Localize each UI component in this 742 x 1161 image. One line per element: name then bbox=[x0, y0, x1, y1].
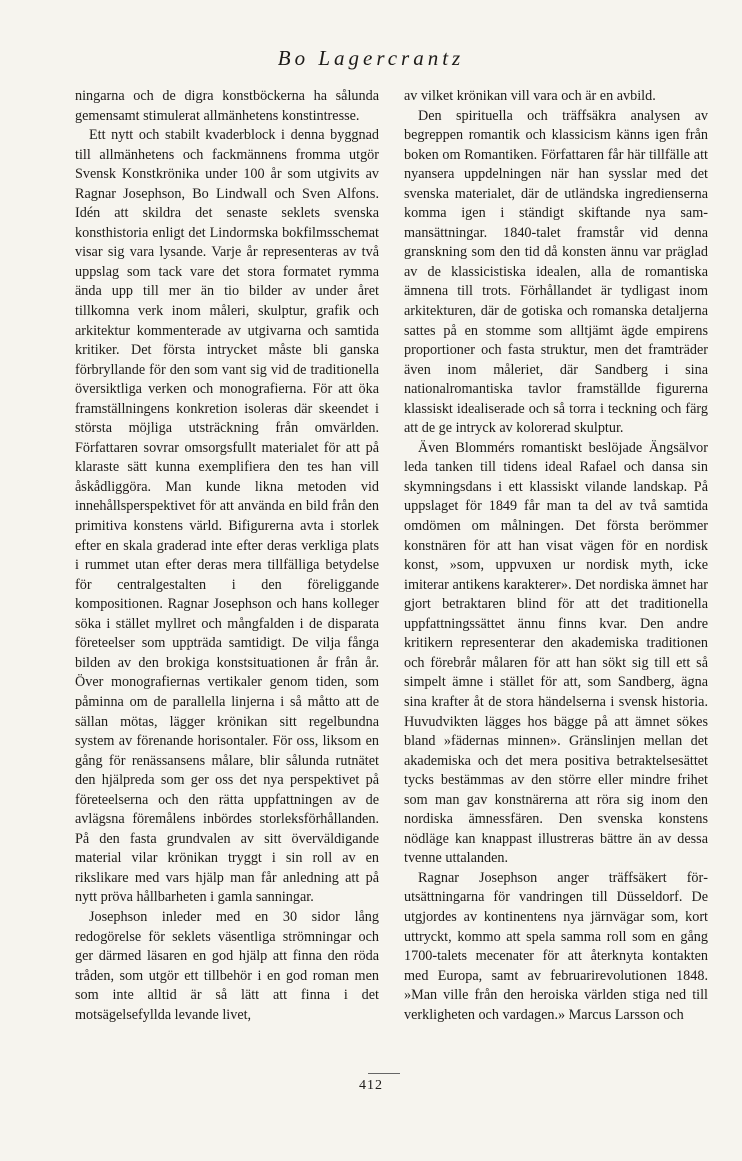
paragraph: Ragnar Josephson anger träffsäkert förutsättningarna för vandringen till Düsseldorf. De utgjordes av kontinentens nya järnvägar som, kort uttryckt, kommo att spela samma roll som en gång 1700-talets mecenater för att återknyta kontakten med Europa, samt av februarirevolutionen 1848. »Man ville från den heroiska världen stiga ned till verkligheten och vardagen.» Marcus Larsson och bbox=[404, 869, 708, 1023]
right-column bbox=[404, 87, 708, 1025]
paragraph: Den spirituella och träffsäkra analysen av begreppen romantik och klassicism känns igen från boken om Romantiken. Författaren får här tillfälle att nyansera uppdelningen när han sysslar med det svenska materialet, där de utländska ingredienserna komma igen i ständigt skiftande nya sammansättningar. 1840-talet framstår vid denna granskning som den tid då konsten ännu var präglad av de klassicistiska idealen, alla de romantiska ämnena till trots. Förhållandet är tydligast inom arkitekturen, där de gotiska och romanska detaljerna sattes på en stomme som alltjämt ägde empirens proportioner och fasta struktur, men det framträder även inom måleriet, där Sandberg i sina nationalromantiska tavlor framställde figurerna klassiskt idealiserade och så torra i teckning och färg att de ge intryck av kolorerad skulptur. bbox=[404, 107, 708, 437]
page-number: 412 bbox=[359, 1078, 383, 1093]
left-column bbox=[75, 87, 379, 1025]
paragraph: Även Blommérs romantiskt beslöjade Ängsälvor leda tanken till tidens ideal Rafael och dansa sin skymningsdans i ett klassiskt vilande landskap. På uppslaget för 1849 får man ta del av två samtida omdömen om målningen. Det första berömmer konstnären för att han visat vägen för en nordisk konst, »som, uppvuxen ur nordisk myth, icke imiterar antikens karakterer». Det nordiska ämnet har gjort betraktaren blind för att det traditionella uppfattningssättet ännu finns kvar. Den andre kritikern representerar den akademiska traditionen och förebrår målaren för att han sökt sig till ett så simpelt ämne i stället för att, som Sandberg, ägna sina krafter åt de stora händelserna i svensk historia. Huvudvikten lägges hos bägge på att ämnet sökes bland »fädernas minnen». Gränslinjen mellan det akademiska och det mera positiva betraktelsesättet tycks bestämmas av den större eller mindre frihet som man gav konstnärerna att röra sig inom den nordiska ämnessfären. Den svenska konstens nödläge kan knappast illustreras bättre än av dessa tvenne uttalanden. bbox=[404, 439, 708, 867]
paragraph: av vilket krönikan vill vara och är en avbild. bbox=[404, 88, 656, 104]
paragraph: Ett nytt och stabilt kvaderblock i denna byggnad till allmänhetens och fackmännens fromma utgör Svensk Konstkrönika under 100 år som utgivits av Ragnar Josephson, Bo Lindwall och Sven Alfons. Idén att skildra det senaste seklets svenska konsthistoria enligt det Lindormska bokfilmsschemat visar sig vara lysande. Varje år representeras av två uppslag som tack vare det stora formatet rymma ända upp till mer än tio bilder av under året tillkomna verk inom måleri, skulptur, grafik och arkitektur kommenterade av utgivarna och samtida kritiker. Det första intrycket måste bli ganska förbryllande för den som vant sig vid de traditionella översiktliga verken och monografierna. För att öka framställningens konkretion isoleras där skeendet i största möjliga utsträckning från omvärlden. Författaren sovrar omsorgsfullt materialet för att på klaraste sätt kunna exemplifiera den tes han vill åskådliggöra. Man kunde likna metoden vid innehållsperspektivet för att använda en bild från den primitiva konstens värld. Bifigurerna avta i storlek efter en skala graderad inte efter deras verkliga plats i rummet utan efter deras mera tillfälliga betydelse för centralgestalten i den föreliggande kompositionen. Ragnar Josephson och hans kolleger söka i stället myllret och mångfalden i de disparata företeelser som uppträda samtidigt. De vilja fånga bilden av den brokiga konstsituationen år från år. Över monografiernas vertikaler genom tiden, som påminna om de parallella linjerna i så måtto att de sällan mötas, lägger krönikan sitt regelbundna system av förenande horisontaler. För oss, liksom en gång för renässansens målare, blir sålunda rutnätet den hjälpreda som ger oss det nya perspektivet på företeelserna och den rätta uppfattningen av de avlägsna föremålens inbördes storleksförhållanden. På den fasta grundvalen av sitt överväldigande material vilar krönikan tryggt i sin roll av en rikslikare med vars hjälp man får anledning att på nytt pröva hållbarheten i gamla sanningar. bbox=[75, 127, 379, 906]
running-head: Bo Lagercrantz bbox=[277, 46, 465, 70]
paragraph: Josephson inleder med en 30 sidor lång redogörelse för seklets väsentliga strömningar och ger därmed läsaren en god hjälp att finna den röda tråden, som utgör ett tillbehör i en god roman men som inte alltid är så lätt att finna i det motsägelsefyllda levande livet, bbox=[75, 908, 379, 1023]
paragraph: ningarna och de digra konstböckerna ha sålunda gemensamt stimulerat allmänhetens konstintresse. bbox=[75, 88, 379, 124]
page-number-rule bbox=[368, 1073, 400, 1074]
